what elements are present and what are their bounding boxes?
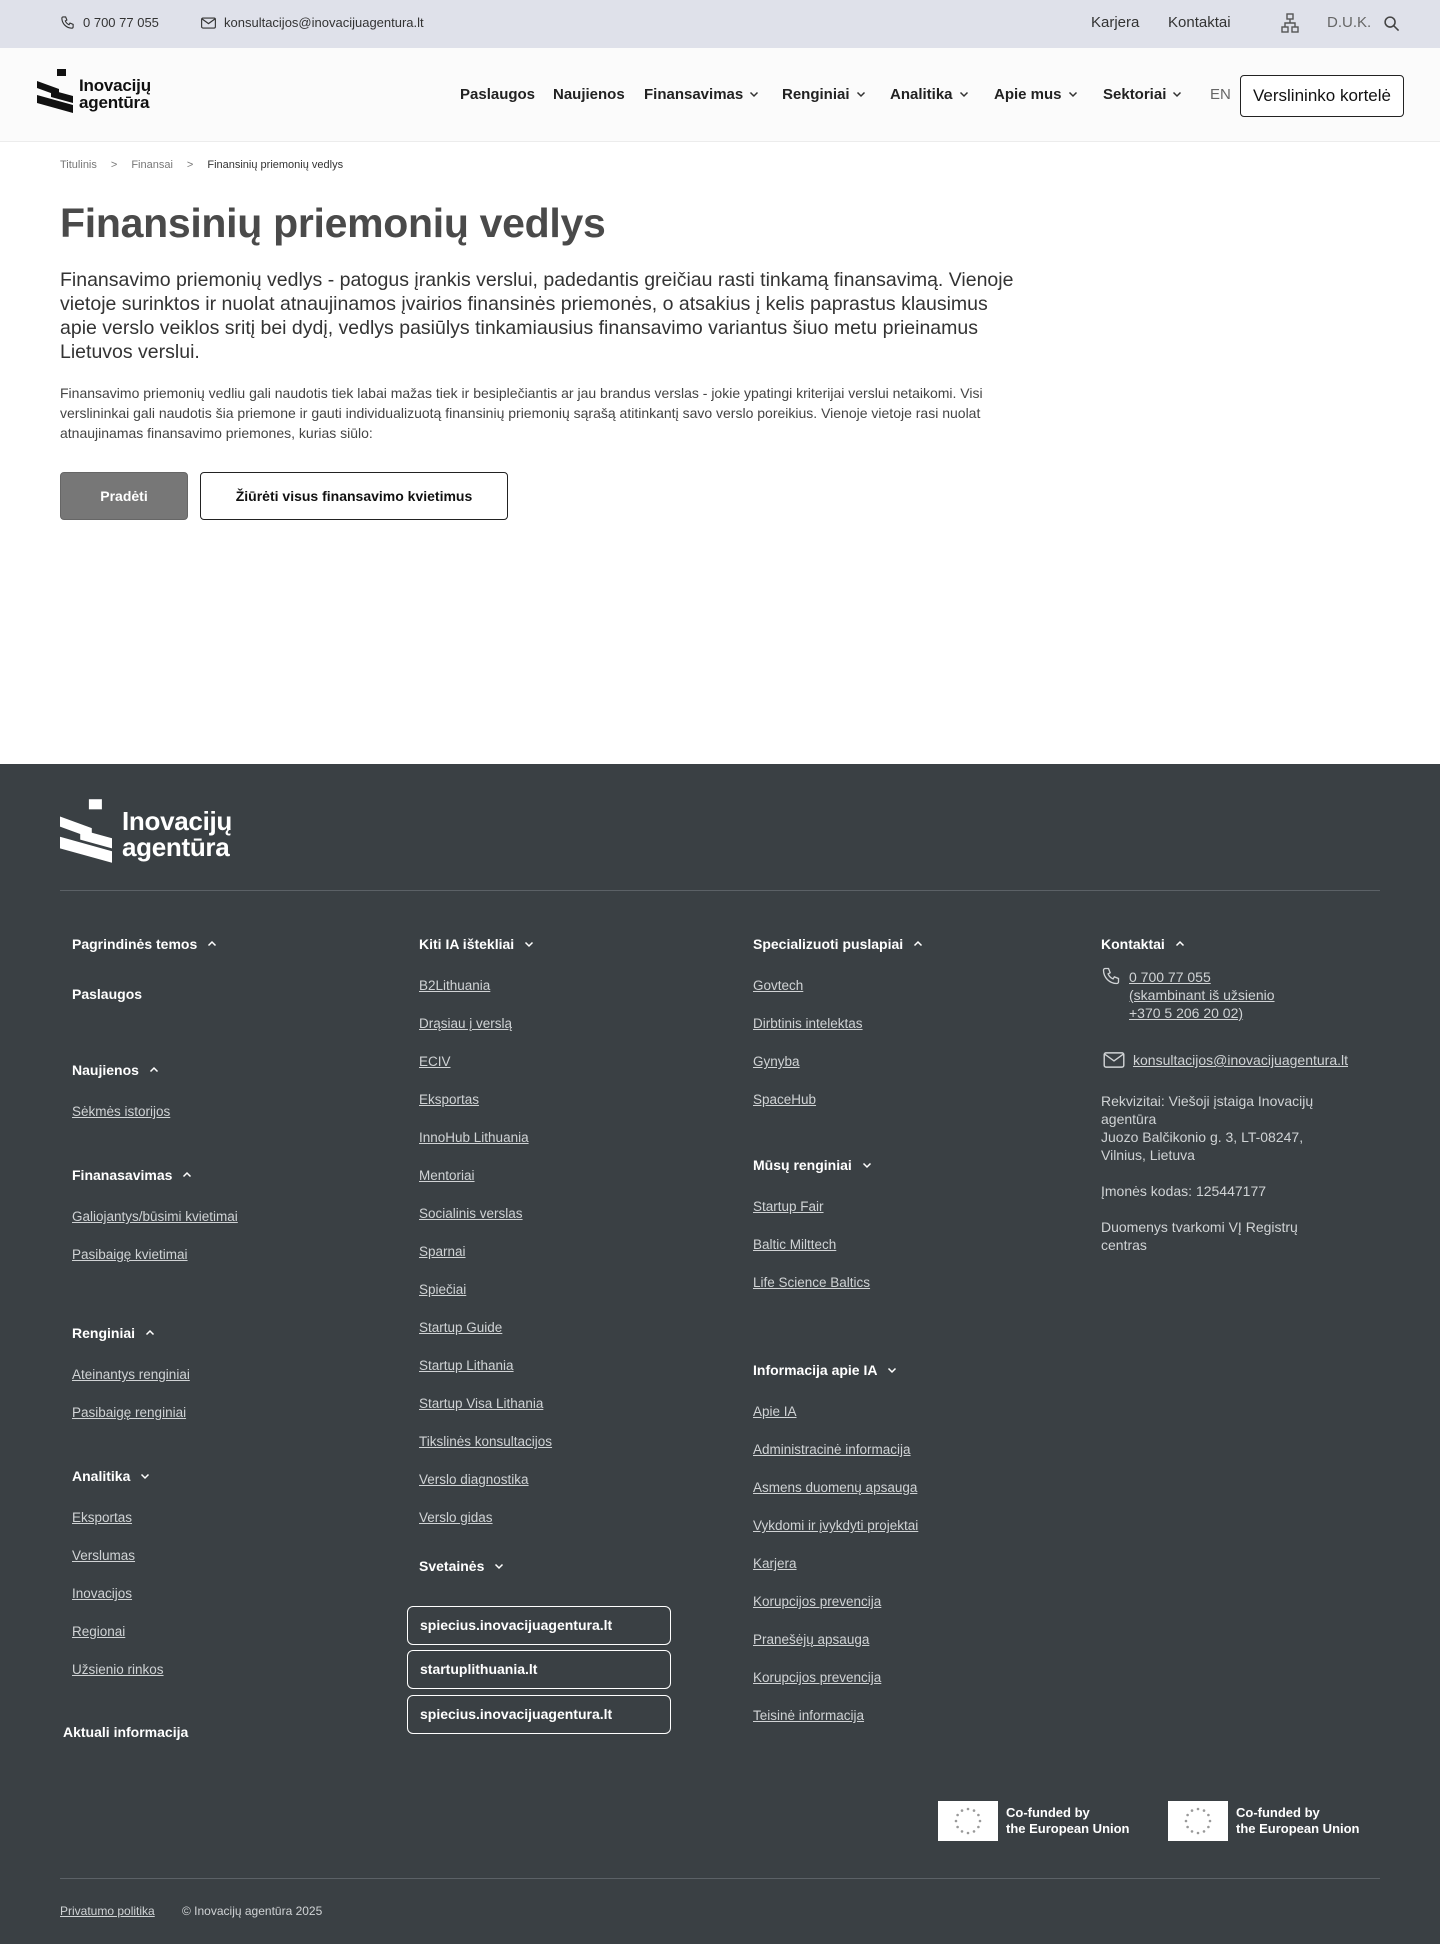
heading-label: Kontaktai bbox=[1101, 936, 1165, 952]
search-icon[interactable] bbox=[1383, 15, 1400, 32]
eu-cofunded-badge bbox=[938, 1801, 1130, 1841]
requisites-line: Rekvizitai: Viešoji įstaiga Inovacijų bbox=[1101, 1093, 1314, 1109]
eu-line: the European Union bbox=[1006, 1821, 1130, 1836]
top-utility-bar bbox=[0, 0, 1440, 48]
footer-link[interactable]: Užsienio rinkos bbox=[72, 1662, 164, 1677]
breadcrumb-current: Finansinių priemonių vedlys bbox=[207, 159, 344, 171]
body-paragraph: Finansavimo priemonių vedliu gali naudotis tiek labai mažas tiek ir besiplečiantis ar jau brandus verslas - jokie ypatingi kriterijai verslui netaikomi. Visi verslininkai gali naudotis šia priemone ir gauti individualizuotą finansinių priemonių sąrašą atitinkantį savo verslo poreikius. Vienoje vietoje rasi nuolat atnaujinamas finansavimo priemones, kurias siūlo: bbox=[60, 385, 983, 441]
chevron-down-icon bbox=[856, 86, 866, 103]
footer-financing-heading[interactable] bbox=[72, 1167, 192, 1183]
footer bbox=[0, 764, 1440, 1944]
footer-logo-text bbox=[122, 805, 232, 862]
verslininko-kortele-button[interactable]: Verslininko kortelė bbox=[1240, 75, 1404, 117]
footer-email-link[interactable]: konsultacijos@inovacijuagentura.lt bbox=[1133, 1052, 1348, 1068]
footer-link[interactable]: Vykdomi ir įvykdyti projektai bbox=[753, 1518, 919, 1533]
heading-label: Finanasavimas bbox=[72, 1167, 173, 1183]
requisites-line: Juozo Balčikonio g. 3, LT-08247, bbox=[1101, 1129, 1304, 1145]
footer-link[interactable]: Ateinantys renginiai bbox=[72, 1367, 190, 1382]
chevron-up-icon bbox=[207, 936, 217, 952]
eu-flag-icon bbox=[1168, 1801, 1228, 1841]
nav-sektoriai[interactable] bbox=[1103, 86, 1182, 103]
chevron-up-icon bbox=[913, 936, 923, 952]
footer-link[interactable]: Startup Lithania bbox=[419, 1358, 514, 1373]
footer-analytics-heading[interactable] bbox=[72, 1468, 150, 1484]
lead-paragraph: Finansavimo priemonių vedlys - patogus įrankis verslui, padedantis greičiau rasti tinkamą finansavimą. Vienoje vietoje surinktos ir nuolat atnaujinamos įvairios finansinės priemonės, o atsakius į kelis paprastus klausimus apie verslo veiklos sritį bei dydį, vedlys pasiūlys tinkamiausius finansavimo variantus šiuo metu prieinamus Lietuvos verslui. bbox=[60, 269, 1014, 363]
footer-phone-link[interactable] bbox=[1129, 968, 1275, 1022]
breadcrumb-finansai[interactable]: Finansai bbox=[131, 159, 173, 171]
footer-link-paslaugos[interactable]: Paslaugos bbox=[72, 986, 143, 1002]
footer-our-events-heading[interactable] bbox=[753, 1157, 872, 1173]
footer-divider bbox=[60, 890, 1380, 891]
nav-label: Sektoriai bbox=[1103, 86, 1167, 103]
nav-analitika[interactable] bbox=[890, 86, 969, 103]
eu-line: the European Union bbox=[1236, 1821, 1360, 1836]
footer-events-heading[interactable] bbox=[72, 1325, 155, 1341]
chevron-down-icon bbox=[749, 86, 759, 103]
footer-link[interactable]: Pasibaigę kvietimai bbox=[72, 1247, 188, 1262]
eu-flag-icon bbox=[938, 1801, 998, 1841]
nav-renginiai[interactable] bbox=[782, 86, 866, 103]
footer-site-button[interactable]: spiecius.inovacijuagentura.lt bbox=[407, 1606, 671, 1645]
main-header bbox=[0, 48, 1440, 142]
eu-text bbox=[1006, 1805, 1130, 1837]
footer-requisites bbox=[1101, 1092, 1313, 1164]
privacy-policy-link[interactable]: Privatumo politika bbox=[60, 1904, 155, 1918]
heading-label: Kiti IA ištekliai bbox=[419, 936, 515, 952]
nav-label: Paslaugos bbox=[460, 86, 536, 103]
footer-link[interactable]: Karjera bbox=[753, 1556, 797, 1571]
phone-icon bbox=[60, 15, 75, 30]
chevron-down-icon bbox=[959, 86, 969, 103]
chevron-down-icon bbox=[1172, 86, 1182, 103]
chevron-down-icon bbox=[524, 936, 534, 952]
top-phone[interactable] bbox=[60, 15, 159, 30]
footer-link[interactable]: Socialinis verslas bbox=[419, 1206, 523, 1221]
breadcrumb-separator: > bbox=[186, 159, 194, 171]
page-title: Finansinių priemonių vedlys bbox=[60, 200, 606, 246]
nav-finansavimas[interactable] bbox=[644, 86, 759, 103]
top-email[interactable] bbox=[201, 15, 424, 30]
eu-line: Co-funded by bbox=[1006, 1805, 1090, 1820]
eu-text bbox=[1236, 1805, 1360, 1837]
footer-phone-line: 0 700 77 055 bbox=[1129, 969, 1211, 985]
logo-line-1: Inovacijų bbox=[79, 75, 151, 95]
footer-specialized-heading[interactable] bbox=[753, 936, 923, 952]
top-phone-text: 0 700 77 055 bbox=[83, 15, 159, 30]
footer-phone-line: +370 5 206 20 02) bbox=[1129, 1005, 1244, 1021]
logo-line-2: agentūra bbox=[79, 92, 150, 112]
footer-link[interactable]: Drąsiau į verslą bbox=[419, 1016, 513, 1031]
footer-link[interactable]: Life Science Baltics bbox=[753, 1275, 871, 1290]
footer-news-heading[interactable] bbox=[72, 1062, 159, 1078]
chevron-down-icon bbox=[862, 1157, 872, 1173]
footer-link[interactable]: Tikslinės konsultacijos bbox=[419, 1434, 553, 1449]
nav-label: Naujienos bbox=[553, 86, 625, 103]
footer-websites-heading[interactable] bbox=[419, 1558, 504, 1574]
sitemap-icon[interactable] bbox=[1281, 13, 1299, 33]
footer-logo[interactable] bbox=[60, 798, 232, 869]
footer-link[interactable]: Korupcijos prevencija bbox=[753, 1594, 882, 1609]
footer-link[interactable]: Administracinė informacija bbox=[753, 1442, 911, 1457]
footer-link[interactable]: Mentoriai bbox=[419, 1168, 475, 1183]
karjera-link[interactable]: Karjera bbox=[1091, 14, 1140, 31]
language-switch[interactable]: EN bbox=[1210, 86, 1231, 103]
footer-link[interactable]: Govtech bbox=[753, 978, 804, 993]
site-logo[interactable] bbox=[37, 69, 151, 118]
breadcrumb bbox=[60, 159, 343, 171]
eu-line: Co-funded by bbox=[1236, 1805, 1320, 1820]
nav-label: Finansavimas bbox=[644, 86, 744, 103]
footer-link[interactable]: Asmens duomenų apsauga bbox=[753, 1480, 918, 1495]
footer-other-resources-heading[interactable] bbox=[419, 936, 534, 952]
footer-link[interactable]: Eksportas bbox=[419, 1092, 480, 1107]
logo-text bbox=[79, 77, 151, 111]
footer-link[interactable]: Galiojantys/būsimi kvietimai bbox=[72, 1209, 238, 1224]
breadcrumb-separator: > bbox=[110, 159, 118, 171]
footer-link[interactable]: Verslo diagnostika bbox=[419, 1472, 529, 1487]
heading-label: Pagrindinės temos bbox=[72, 936, 198, 952]
faq-link[interactable]: D.U.K. bbox=[1327, 14, 1372, 31]
chevron-down-icon bbox=[1068, 86, 1078, 103]
breadcrumb-home[interactable]: Titulinis bbox=[60, 159, 97, 171]
footer-link[interactable]: Teisinė informacija bbox=[753, 1708, 865, 1723]
requisites-line: agentūra bbox=[1101, 1111, 1157, 1127]
heading-label: Specializuoti puslapiai bbox=[753, 936, 904, 952]
footer-contacts-heading[interactable] bbox=[1101, 936, 1185, 952]
nav-apie-mus[interactable] bbox=[994, 86, 1078, 103]
footer-about-heading[interactable] bbox=[753, 1362, 897, 1378]
footer-phone-line: (skambinant iš užsienio bbox=[1129, 987, 1275, 1003]
heading-label: Analitika bbox=[72, 1468, 131, 1484]
logo-mark-icon bbox=[60, 798, 112, 869]
chevron-up-icon bbox=[1175, 936, 1185, 952]
nav-label: Renginiai bbox=[782, 86, 850, 103]
chevron-up-icon bbox=[145, 1325, 155, 1341]
footer-link[interactable]: Baltic Milttech bbox=[753, 1237, 837, 1252]
footer-link[interactable]: Gynyba bbox=[753, 1054, 800, 1069]
footer-link[interactable]: Verslumas bbox=[72, 1548, 136, 1563]
footer-link[interactable]: Startup Visa Lithania bbox=[419, 1396, 544, 1411]
footer-link[interactable]: Startup Guide bbox=[419, 1320, 503, 1335]
footer-link[interactable]: Inovacijos bbox=[72, 1586, 133, 1601]
footer-link[interactable]: Sėkmės istorijos bbox=[72, 1104, 171, 1119]
footer-data-controller bbox=[1101, 1218, 1298, 1254]
heading-label: Svetainės bbox=[419, 1558, 485, 1574]
chevron-down-icon bbox=[140, 1468, 150, 1484]
view-all-calls-button[interactable]: Žiūrėti visus finansavimo kvietimus bbox=[200, 472, 508, 520]
heading-label: Mūsų renginiai bbox=[753, 1157, 852, 1173]
footer-current-info-link[interactable]: Aktuali informacija bbox=[63, 1724, 189, 1740]
footer-link[interactable]: Dirbtinis intelektas bbox=[753, 1016, 863, 1031]
footer-link[interactable]: Verslo gidas bbox=[419, 1510, 493, 1525]
footer-site-button[interactable]: startuplithuania.lt bbox=[407, 1650, 671, 1689]
heading-label: Naujienos bbox=[72, 1062, 139, 1078]
footer-bottom-divider bbox=[60, 1878, 1380, 1879]
kontaktai-link[interactable]: Kontaktai bbox=[1168, 14, 1231, 31]
footer-link[interactable]: Regionai bbox=[72, 1624, 126, 1639]
nav-paslaugos[interactable] bbox=[460, 86, 535, 103]
footer-link[interactable]: Korupcijos prevencija bbox=[753, 1670, 882, 1685]
footer-link[interactable]: Spiečiai bbox=[419, 1282, 467, 1297]
footer-link[interactable]: Pasibaigę renginiai bbox=[72, 1405, 187, 1420]
nav-label: Apie mus bbox=[994, 86, 1062, 103]
chevron-down-icon bbox=[494, 1558, 504, 1574]
chevron-up-icon bbox=[149, 1062, 159, 1078]
top-email-text: konsultacijos@inovacijuagentura.lt bbox=[224, 15, 424, 30]
data-controller-line: centras bbox=[1101, 1237, 1147, 1253]
footer-link[interactable]: InnoHub Lithuania bbox=[419, 1130, 529, 1145]
heading-label: Renginiai bbox=[72, 1325, 136, 1341]
footer-link[interactable]: ECIV bbox=[419, 1054, 451, 1069]
chevron-down-icon bbox=[887, 1362, 897, 1378]
footer-logo-line-1: Inovacijų bbox=[122, 805, 232, 836]
logo-mark-icon bbox=[37, 69, 73, 118]
heading-label: Informacija apie IA bbox=[753, 1362, 878, 1378]
mail-icon bbox=[201, 17, 216, 29]
data-controller-line: Duomenys tvarkomi VĮ Registrų bbox=[1101, 1219, 1298, 1235]
mail-icon bbox=[1103, 1052, 1125, 1073]
eu-cofunded-badge bbox=[1168, 1801, 1360, 1841]
footer-main-topics-heading[interactable] bbox=[72, 936, 217, 952]
nav-naujienos[interactable] bbox=[553, 86, 625, 103]
footer-link[interactable]: SpaceHub bbox=[753, 1092, 817, 1107]
nav-label: Analitika bbox=[890, 86, 953, 103]
footer-link[interactable]: Eksportas bbox=[72, 1510, 133, 1525]
footer-logo-line-2: agentūra bbox=[122, 831, 230, 862]
start-button[interactable]: Pradėti bbox=[60, 472, 188, 520]
footer-link[interactable]: Pranešėjų apsauga bbox=[753, 1632, 870, 1647]
footer-company-code: Įmonės kodas: 125447177 bbox=[1101, 1183, 1267, 1199]
chevron-up-icon bbox=[182, 1167, 192, 1183]
phone-icon bbox=[1101, 966, 1121, 991]
footer-link[interactable]: Startup Fair bbox=[753, 1199, 824, 1214]
copyright-text: © Inovacijų agentūra 2025 bbox=[182, 1904, 323, 1918]
requisites-line: Vilnius, Lietuva bbox=[1101, 1147, 1195, 1163]
footer-link[interactable]: Apie IA bbox=[753, 1404, 797, 1419]
footer-site-button[interactable]: spiecius.inovacijuagentura.lt bbox=[407, 1695, 671, 1734]
footer-link[interactable]: Sparnai bbox=[419, 1244, 466, 1259]
footer-link[interactable]: B2Lithuania bbox=[419, 978, 491, 993]
